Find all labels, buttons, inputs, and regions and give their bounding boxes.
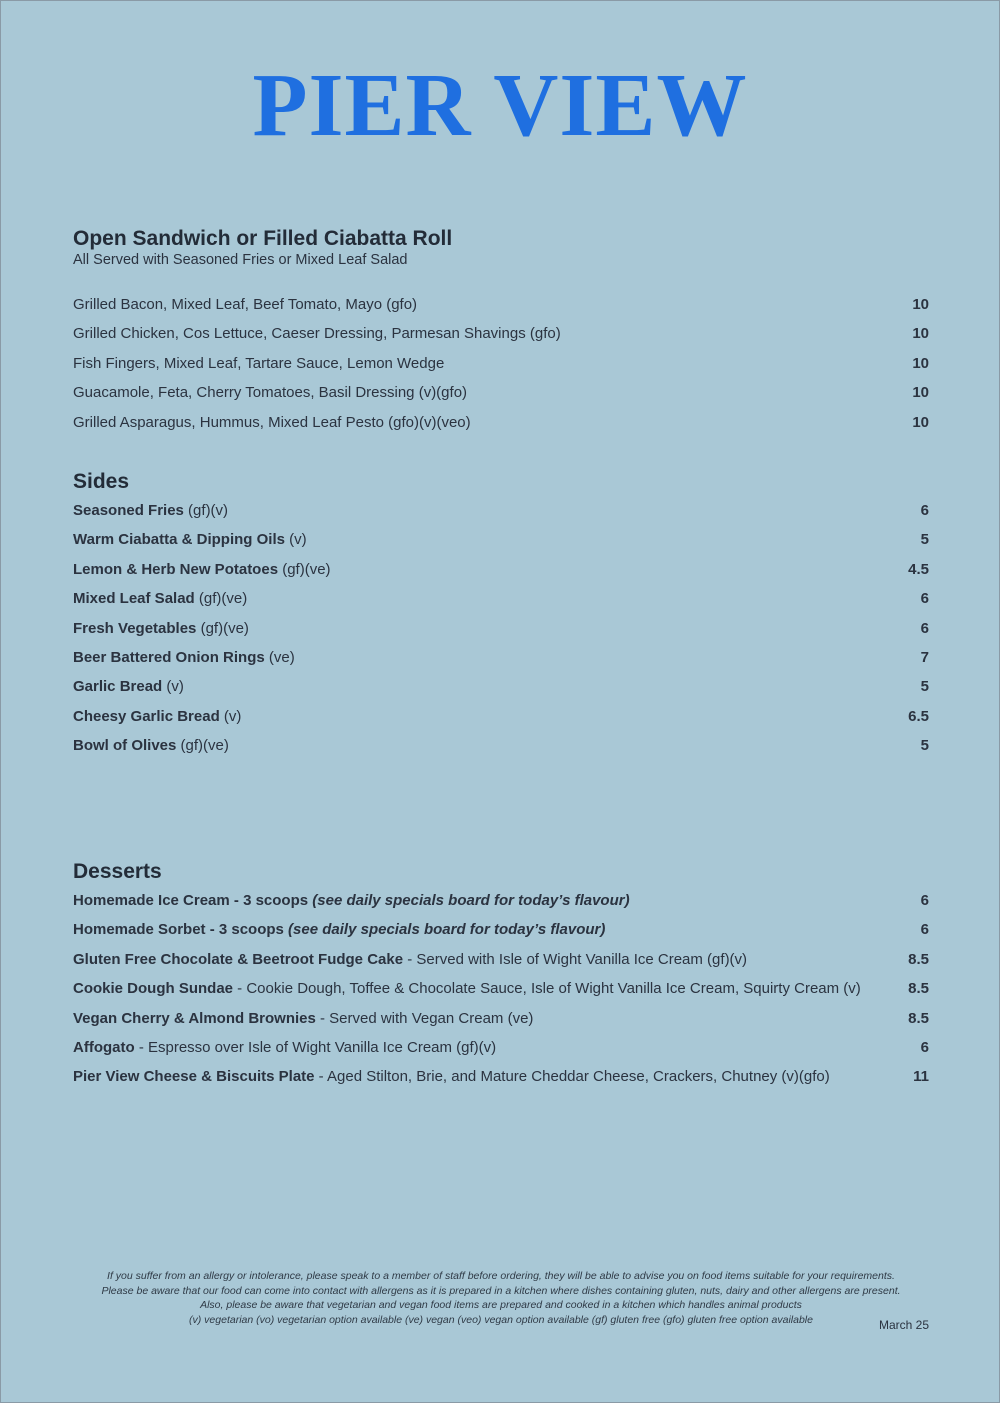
item-price: 6 [920, 1038, 929, 1056]
menu-item [73, 584, 929, 613]
item-note: (see daily specials board for today’s flavour) [308, 892, 630, 909]
item-price: 10 [912, 325, 929, 343]
item-text: Guacamole, Feta, Cherry Tomatoes, Basil Dressing (v)(gfo) [73, 384, 468, 402]
menu-item [73, 886, 929, 915]
menu-item [73, 614, 929, 643]
menu-item [73, 378, 929, 407]
menu-item [73, 672, 929, 701]
item-desc: - Cookie Dough, Toffee & Chocolate Sauce, Isle of Wight Vanilla Ice Cream, Squirty Cream (v) [233, 980, 861, 998]
item-name: Cookie Dough Sundae [73, 980, 234, 998]
section-heading: Sides [73, 470, 130, 493]
item-tags: (v) [219, 707, 242, 725]
item-name: Cheesy Garlic Bread [73, 707, 220, 725]
item-text: Fish Fingers, Mixed Leaf, Tartare Sauce, Lemon Wedge [73, 354, 445, 372]
item-tags: (v) [284, 531, 307, 549]
section-heading: Open Sandwich or Filled Ciabatta Roll [73, 227, 453, 250]
item-price: 6 [920, 921, 929, 939]
menu-item [73, 349, 929, 378]
item-price: 11 [913, 1068, 929, 1086]
allergen-notice [61, 1269, 941, 1327]
menu-item [73, 1033, 929, 1062]
item-tags: (gf)(v) [183, 502, 229, 519]
menu-item [73, 525, 929, 554]
item-tags: (gf)(ve) [176, 737, 229, 755]
item-price: 10 [912, 296, 929, 313]
allergen-line: Please be aware that our food can come into contact with allergens as it is prepared in a kitchen where dishes containing gluten, nuts, dairy and other allergens are present. [101, 1284, 901, 1297]
menu-item [73, 1062, 929, 1091]
desserts-section [73, 860, 929, 1092]
item-desc: - Espresso over Isle of Wight Vanilla Ice Cream (gf)(v) [134, 1038, 497, 1056]
item-price: 7 [920, 648, 929, 666]
item-price: 10 [912, 384, 929, 402]
item-desc: - Served with Vegan Cream (ve) [315, 1009, 534, 1027]
dietary-key: (v) vegetarian (vo) vegetarian option available (ve) vegan (veo) vegan option available (gf) gluten free (gfo) gluten free option available [189, 1313, 813, 1326]
item-price: 8.5 [908, 1009, 929, 1027]
item-price: 5 [920, 678, 929, 696]
item-price: 10 [912, 413, 929, 431]
menu-date: March 25 [879, 1318, 930, 1332]
item-tags: (gf)(ve) [196, 619, 249, 637]
item-name: Lemon & Herb New Potatoes [73, 560, 279, 578]
sandwich-section [73, 227, 929, 437]
item-price: 6 [920, 502, 929, 519]
menu-item [73, 290, 929, 319]
item-name: Seasoned Fries [73, 502, 184, 519]
item-price: 4.5 [908, 560, 929, 578]
menu-item [73, 555, 929, 584]
item-text: Grilled Bacon, Mixed Leaf, Beef Tomato, Mayo (gfo) [73, 296, 418, 313]
item-tags: (ve) [264, 648, 295, 666]
item-name: Homemade Ice Cream - 3 scoops [73, 892, 309, 909]
item-tags: (v) [162, 678, 184, 696]
menu-item [73, 974, 929, 1003]
item-price: 6 [920, 892, 929, 909]
menu-item [73, 408, 929, 437]
item-desc: - Served with Isle of Wight Vanilla Ice Cream (gf)(v) [403, 950, 748, 968]
restaurant-title: PIER VIEW [252, 56, 748, 155]
item-name: Gluten Free Chocolate & Beetroot Fudge Cake [73, 950, 404, 968]
item-name: Pier View Cheese & Biscuits Plate [73, 1068, 315, 1086]
menu-item [73, 496, 929, 525]
item-text: Grilled Asparagus, Hummus, Mixed Leaf Pesto (gfo)(v)(veo) [73, 413, 471, 431]
item-name: Beer Battered Onion Rings [73, 648, 265, 666]
item-price: 10 [912, 354, 929, 372]
item-text: Grilled Chicken, Cos Lettuce, Caeser Dressing, Parmesan Shavings (gfo) [73, 325, 561, 343]
section-subheading: All Served with Seasoned Fries or Mixed Leaf Salad [73, 252, 408, 268]
item-name: Affogato [73, 1038, 135, 1056]
item-name: Homemade Sorbet - 3 scoops [73, 921, 284, 939]
item-name: Garlic Bread [73, 678, 163, 696]
item-price: 8.5 [908, 980, 929, 998]
section-heading: Desserts [73, 860, 162, 883]
menu-item [73, 1004, 929, 1033]
item-price: 8.5 [908, 950, 929, 968]
menu-item [73, 319, 929, 348]
menu-item [73, 945, 929, 974]
item-name: Bowl of Olives [73, 737, 177, 755]
menu-item [73, 731, 929, 760]
item-name: Vegan Cherry & Almond Brownies [73, 1009, 316, 1027]
item-price: 6 [920, 590, 929, 608]
menu-item [73, 702, 929, 731]
allergen-line: Also, please be aware that vegetarian and vegan food items are prepared and cooked in a kitchen which handles animal products [200, 1299, 802, 1311]
item-price: 6 [920, 619, 929, 637]
item-name: Mixed Leaf Salad [73, 590, 195, 608]
item-desc: - Aged Stilton, Brie, and Mature Cheddar Cheese, Crackers, Chutney (v)(gfo) [314, 1068, 830, 1086]
item-price: 5 [920, 737, 929, 755]
item-tags: (gf)(ve) [194, 590, 248, 608]
item-tags: (gf)(ve) [278, 560, 331, 578]
item-price: 6.5 [908, 707, 929, 725]
menu-item [73, 643, 929, 672]
item-name: Warm Ciabatta & Dipping Oils [73, 531, 285, 549]
item-name: Fresh Vegetables [73, 619, 197, 637]
sides-section [73, 470, 929, 761]
item-note: (see daily specials board for today’s flavour) [283, 921, 606, 939]
allergen-line: If you suffer from an allergy or intolerance, please speak to a member of staff before ordering, they will be able to advise you on food items suitable for your requirements. [107, 1270, 895, 1282]
menu-item [73, 915, 929, 944]
item-price: 5 [920, 531, 929, 549]
